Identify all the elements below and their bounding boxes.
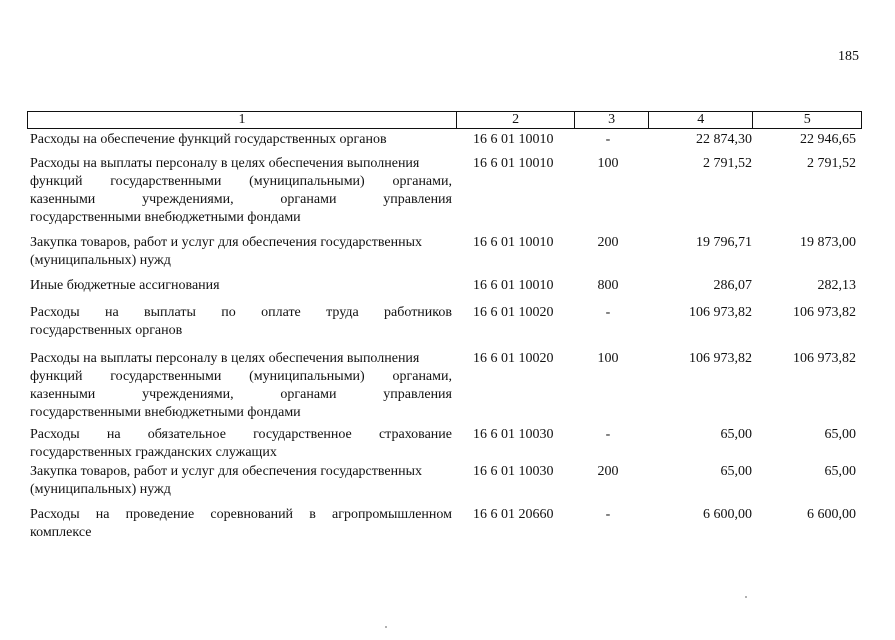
row-description-line: Расходы на выплаты персоналу в целях обеспечения выполнения — [30, 156, 420, 171]
row-description-line: государственными внебюджетными фондами — [30, 405, 301, 420]
row-description-line: государственных органов — [30, 323, 183, 338]
row-description-line: Иные бюджетные ассигнования — [30, 278, 220, 293]
row-code: 16 6 01 10010 — [473, 278, 554, 293]
row-code: 16 6 01 10010 — [473, 132, 554, 147]
row-value-col4: 65,00 — [720, 427, 752, 442]
row-description-line: функций государственными (муниципальными) органами, — [30, 369, 452, 384]
row-value-col4: 106 973,82 — [689, 351, 752, 366]
row-value-col5: 282,13 — [817, 278, 856, 293]
row-description — [30, 506, 452, 542]
row-value-col4: 22 874,30 — [696, 132, 752, 147]
row-description-line: Закупка товаров, работ и услуг для обеспечения государственных — [30, 464, 423, 479]
row-description-line: комплексе — [30, 525, 92, 540]
row-code: 16 6 01 10030 — [473, 464, 554, 479]
column-header-4: 4 — [648, 112, 753, 129]
row-value-col4: 65,00 — [720, 464, 752, 479]
row-code: 16 6 01 10030 — [473, 427, 554, 442]
row-value-col5: 65,00 — [824, 427, 856, 442]
row-code: 16 6 01 10010 — [473, 235, 554, 250]
row-description — [30, 350, 452, 422]
row-value-col5: 2 791,52 — [807, 156, 856, 171]
row-description — [30, 426, 452, 462]
row-description-line: (муниципальных) нужд — [30, 253, 171, 268]
row-value-col4: 2 791,52 — [703, 156, 752, 171]
scan-speck — [385, 626, 387, 628]
row-description-line: государственными внебюджетными фондами — [30, 210, 301, 225]
row-description-line: казенными учреждениями, органами управления — [30, 192, 452, 207]
row-description-line: Расходы на выплаты персоналу в целях обеспечения выполнения — [30, 351, 420, 366]
row-code: 16 6 01 20660 — [473, 507, 554, 522]
row-value-col5: 6 600,00 — [807, 507, 856, 522]
column-header-3: 3 — [575, 112, 649, 129]
column-header-2: 2 — [456, 112, 574, 129]
row-description-line: функций государственными (муниципальными) органами, — [30, 174, 452, 189]
row-description — [30, 155, 452, 227]
row-code: 16 6 01 10020 — [473, 351, 554, 366]
row-code: 16 6 01 10020 — [473, 305, 554, 320]
row-description — [30, 234, 452, 270]
row-value-col4: 6 600,00 — [703, 507, 752, 522]
row-description-line: Закупка товаров, работ и услуг для обеспечения государственных — [30, 235, 423, 250]
row-value-col4: 19 796,71 — [696, 235, 752, 250]
row-type: 200 — [597, 235, 619, 250]
row-type: - — [605, 132, 611, 147]
row-value-col5: 106 973,82 — [793, 305, 856, 320]
row-description-line: государственных гражданских служащих — [30, 445, 277, 460]
row-description-line: казенными учреждениями, органами управления — [30, 387, 452, 402]
row-description-line: Расходы на обязательное государственное страхование — [30, 427, 452, 442]
column-header-table — [27, 111, 862, 129]
row-value-col5: 22 946,65 — [800, 132, 856, 147]
row-type: 800 — [597, 278, 619, 293]
row-type: 100 — [597, 351, 619, 366]
row-type: - — [605, 427, 611, 442]
row-value-col5: 65,00 — [824, 464, 856, 479]
scan-speck — [745, 596, 747, 598]
row-type: 200 — [597, 464, 619, 479]
page-number: 185 — [838, 49, 859, 64]
column-header-row — [28, 112, 862, 129]
row-description — [30, 463, 452, 499]
row-value-col5: 19 873,00 — [800, 235, 856, 250]
row-code: 16 6 01 10010 — [473, 156, 554, 171]
column-header-5: 5 — [753, 112, 862, 129]
row-type: 100 — [597, 156, 619, 171]
row-description — [30, 304, 452, 340]
row-value-col5: 106 973,82 — [793, 351, 856, 366]
column-header-1: 1 — [28, 112, 457, 129]
row-value-col4: 106 973,82 — [689, 305, 752, 320]
row-value-col4: 286,07 — [713, 278, 752, 293]
row-type: - — [605, 305, 611, 320]
row-description — [30, 131, 452, 149]
row-description-line: Расходы на выплаты по оплате труда работников — [30, 305, 452, 320]
row-description-line: (муниципальных) нужд — [30, 482, 171, 497]
row-type: - — [605, 507, 611, 522]
row-description-line: Расходы на проведение соревнований в агропромышленном — [30, 507, 452, 522]
row-description-line: Расходы на обеспечение функций государственных органов — [30, 132, 387, 147]
row-description — [30, 277, 452, 295]
